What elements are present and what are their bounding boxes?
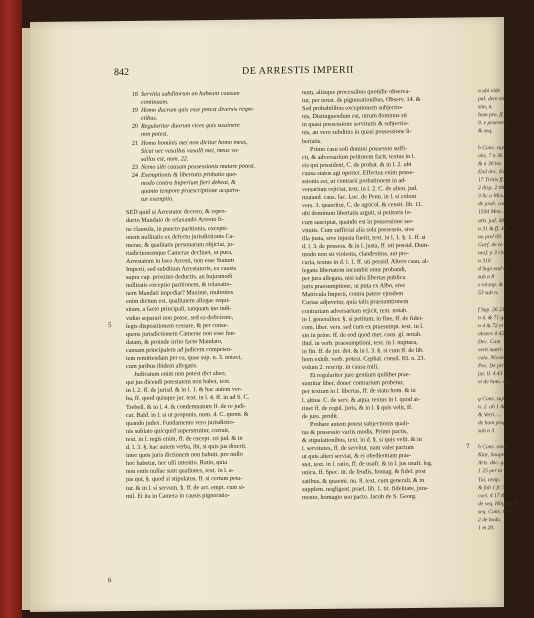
margin-note: Pos. De priv: [478, 363, 507, 370]
body-line: unica, ff. Spec. tit. de feudis, homag. & fidel. post: [302, 468, 426, 477]
body-line: vers. 3. quaeritur, C. de agricol. & censit. lib. 11.: [302, 201, 423, 210]
body-line: l. altius. C. de serv. & aqua. textus in l. quod at-: [302, 395, 420, 404]
summary-text: modo contra Imperium fieri debeat, &: [141, 178, 236, 187]
body-line: in quasi possessione servitutis & subjectio-: [302, 120, 409, 129]
body-line: Primo casu soli domini possessio suffi-: [310, 144, 407, 153]
margin-note: a ubi vide: [478, 88, 501, 95]
body-line: sumitur liber, donec contrarium probetur,: [302, 379, 404, 388]
running-title: DE ARRESTIS IMPERII: [242, 64, 354, 77]
body-line: cum suscipiat, quando est in possessione ser-: [302, 217, 414, 226]
margin-note: 53 sub n.: [478, 290, 499, 297]
body-line: vitutis. Cum sufficiat alia sola possessio, sive: [302, 225, 415, 234]
paragraph-marker: 5: [108, 321, 112, 330]
summary-text: ctibus.: [141, 114, 158, 123]
margin-note: f Sup. 26 21: [478, 306, 505, 313]
summary-text: tur exemptio.: [141, 195, 174, 204]
body-line: d. l. 3. §. hac autem verba, ibi, si quis jus dixerit,: [126, 442, 247, 452]
paragraph-marker: 7: [466, 442, 470, 451]
margin-note: 9. e praesens: [478, 120, 508, 127]
body-line: ssionis est, ut contrarii probationem in ad-: [302, 177, 407, 186]
margin-note: de seq. Hinjam. &: [478, 500, 519, 508]
body-line: stet, text. in l. ratio, ff. de usufr. & in l. jus usufr. leg.: [302, 460, 433, 469]
body-line: SED quid si Arrestator decreto, & repro-: [126, 208, 227, 217]
margin-note: h Cons. omni: [478, 444, 508, 451]
margin-note: n 4. & 71 gr: [478, 314, 506, 321]
body-line: de jure. prodit.: [302, 412, 339, 420]
body-line: mil. Et ita in Camera in causis pignoratio-: [126, 491, 230, 500]
body-line: Matricula Imperii, contra patere ejusdem: [302, 290, 404, 299]
body-line: tem remittendam per ea, quae sup. n. 3. notavi,: [126, 353, 242, 362]
body-line: tur. & in l. si servum, §. ff. de act. empt. cum si-: [126, 483, 245, 492]
body-line: quando judex. Fundamento vero jurisdictio-: [126, 418, 235, 427]
summary-text: quanto tempore praescriptione acquira-: [141, 186, 241, 195]
body-line: versarium rejiciat, text. in l. 2. C. de alien. jud.: [302, 185, 418, 194]
body-line: causa status agi oportet. Effectus enim posse-: [302, 168, 415, 178]
left-column: [126, 89, 294, 500]
body-line: hoc habetur, nec ulli intentio. Ratio, quia: [126, 459, 227, 468]
margin-note: de prob. com: [478, 201, 508, 208]
body-line: risdictionemque Camerae declinet, ut pura,: [126, 248, 233, 257]
margin-note: n 310: [478, 258, 491, 265]
margin-note: n 31 & ff. 48: [478, 225, 507, 232]
margin-note: & seq.: [478, 128, 493, 135]
margin-note: verb matri-: [478, 347, 504, 354]
body-line: Trebell. & in l. 4. & condemnatum ff. de re judi-: [126, 402, 246, 411]
margin-note: Garf. de le-: [478, 241, 504, 249]
body-line: hom exhib. verb. potest. Cephal. consil. 83. n. 23.: [302, 354, 426, 364]
margin-note: g Cons. sup 5: [478, 395, 509, 402]
margin-note: End dec. Ka: [478, 168, 506, 176]
margin-note: b Cons. sup. 1: [478, 144, 510, 151]
body-line: eis qui possident, C. de probat. & in l. 2. ubi: [302, 160, 412, 169]
body-line: cit, & adversarium petitorem facit, textus in l.: [302, 152, 416, 161]
body-line: caria, textus in d. l. 1. ff. uti possid. Altero casu, al-: [302, 257, 429, 267]
margin-note: Arts. dec. gr. 1: [478, 460, 511, 467]
body-line: sin in prine. ff. de eod quod met. caus. gl. notab.: [302, 330, 422, 339]
summary-list: [126, 89, 294, 204]
margin-note: Ktat. Saupe.: [478, 452, 506, 459]
body-line: Et regulariter jure gentium quilibet prae-: [310, 371, 411, 380]
body-line: per jura allegata, nisi talis libertas publica: [302, 274, 406, 283]
body-line: Judicatum enim non potest dici abeo,: [134, 370, 227, 379]
body-line: in l. generaliter. §. si petitum, in fine, ff. de fidei-: [302, 314, 424, 323]
summary-number: 21: [131, 139, 138, 147]
body-line: tas & possessio variis modis. Primo pactis,: [302, 427, 408, 437]
body-line: & stipulationibus, text. in d. §. si quis velit. & in: [302, 435, 422, 445]
body-line: d. l. 3. de possess. & in l. justa, ff. uti possid. Dum-: [302, 241, 430, 250]
body-line: com. liber. vers. sed cum ex praesumpt. text. in l.: [302, 322, 424, 331]
body-line: legis dispositionem cessare, & per conse-: [126, 321, 229, 330]
body-line: in l. 2. ff. de jurisd. & in l. 1. & hac autem ver-: [126, 386, 242, 395]
summary-text: Homo hominis mei non dicitur homo meus,: [141, 138, 248, 147]
body-line: supplem. negligent. prael. lib. 1. tit. fidelitate, jura-: [302, 484, 429, 493]
body-line: nis, an vero subditus in quasi possessione li-: [302, 128, 412, 137]
body-line: enim dictum est, qualitatem allegae requi-: [126, 297, 231, 306]
summary-number: 24: [131, 171, 138, 179]
body-line: juris praesumptione, ut puta ex Albo, sive: [302, 282, 406, 291]
body-line: nem Mandati impediat? Maximè, multoties: [126, 289, 234, 298]
body-line: sitam, a facto principali, tanquam ino indi-: [126, 305, 232, 314]
margin-note: cort. 4 17 &: [478, 492, 506, 499]
page-header: [114, 63, 534, 81]
margin-note: n 4 & 72 et: [478, 322, 504, 330]
summary-number: 19: [131, 107, 138, 115]
summary-text: Sicut nec vasallus vasalli mei, meus va-: [141, 146, 240, 155]
page-edges: [22, 28, 30, 610]
body-line: ba, ff. quod quisque jur. text. in l. 4. ff. in ad S. C.: [126, 394, 250, 403]
body-line: Imperii, sed subditum Arrestatoris, ex causis: [126, 264, 237, 273]
body-line: jus qui, §. quod si stipulatus, ff. si certum peta-: [126, 475, 243, 484]
margin-note: 1 m 20.: [478, 525, 495, 532]
body-line: tinet ff. de regul. juris, & in l. § quis velit, ff.: [302, 403, 413, 412]
body-line: supra cap. proximo deductis, an hujusmodi: [126, 272, 233, 282]
margin-note: de hom prof.: [478, 419, 507, 427]
margin-note: pul. dere stu-: [478, 96, 508, 103]
body-line: num, aliisque processibus quotidie observa-: [302, 88, 411, 97]
summary-text: Homo ducrum quis esse potest diversis respe-: [141, 105, 255, 115]
margin-note: arb. jud. 48: [478, 217, 505, 224]
margin-note: sub n 3: [478, 428, 495, 435]
body-line: cat. Bald. in l. si ut proponis, num. 4. C. quom. &: [126, 410, 249, 419]
body-line: ut quis alteri serviat, & ei obedientiam prae-: [302, 452, 412, 461]
body-line: datam, & proinde irrito facto Mandato,: [126, 337, 223, 346]
margin-note: observ 4 45: [478, 330, 505, 338]
body-line: onem nullitatis ex defectu jurisdictionis Ca-: [126, 232, 235, 241]
body-line: qui jus dicendi potestatem non habet, text.: [126, 378, 231, 387]
margin-note: 3 lic a Mos.: [478, 193, 505, 200]
body-line: inter quos juris dictionem non habuit, pro nullo: [126, 450, 243, 460]
margin-note: n. 2. ob 1 & 5: [478, 403, 509, 410]
body-line: text. in l. regis enim, ff. de except. rei jud. & in: [126, 434, 243, 443]
summary-text: Nemo sibi causam possessionis mutare potest.: [141, 162, 256, 171]
summary-text: Regulariter duorum vices quis sustinere: [141, 122, 240, 131]
margin-notes: [478, 87, 526, 533]
margin-note: 1 25 per to: [478, 468, 503, 475]
body-line: Arrestatum in loco Arresti, non esse Statum: [126, 256, 235, 265]
body-line: modo non sit violenta, clandestina, aut pre-: [302, 249, 409, 259]
body-line: quens jurisdictionem Camerae non esse fun-: [126, 329, 236, 338]
left-body-text: [126, 208, 294, 501]
book-page: [30, 17, 519, 612]
body-line: contrariam adversarium rejicit, text. notab.: [302, 306, 408, 315]
margin-note: 2 de bodo.: [478, 517, 502, 524]
paragraph-marker: 6: [108, 576, 112, 585]
margin-note: 2 disp. 2 tth: [478, 185, 505, 192]
summary-text: continuam.: [141, 98, 169, 106]
margin-note: & fub 1 fr. 5: [478, 484, 506, 491]
body-line: non entis nullae sunt qualitates, text. in l. a-: [126, 467, 234, 476]
book-cover: [0, 0, 22, 618]
body-line: in fin. ff. de jur. dot. & in l. 3. §. si cum ff. de lib.: [302, 346, 424, 356]
margin-note: 1594 Men. s.: [478, 209, 507, 216]
margin-note: & n 30 les: [478, 160, 502, 168]
page-number: 842: [114, 66, 129, 79]
body-line: mento, homagio seu pacto. Jacob de S. Georg.: [302, 492, 417, 501]
margin-note: sub n 8: [478, 274, 495, 281]
summary-text: sallus est, num. 22.: [141, 155, 189, 163]
body-line: volum 2. rescrip. in causa mili.: [302, 363, 379, 372]
margin-note: cula. Nicola: [478, 355, 506, 362]
summary-text: non potest.: [141, 131, 169, 139]
margin-note: e virsup. & n: [478, 282, 508, 289]
body-line: ubi dominum libertatis arguit, si petitoris lo-: [302, 209, 412, 218]
margin-note: no prel 69: [478, 233, 501, 240]
body-line: nullitatis exceptio paritionem, & relaxatio-: [126, 281, 232, 290]
body-line: illa justa, sive injusta fuerit, text. in l. 1. §. 1. ff. si: [302, 233, 426, 242]
margin-note: & Vetri. ...: [478, 411, 502, 419]
body-line: bertatis.: [302, 137, 322, 145]
margin-note: obs. 7 n 36: [478, 152, 503, 160]
body-line: per textum in l. libertas, ff. de statu hom. & in: [302, 387, 416, 396]
margin-note: sim, n.: [478, 104, 493, 111]
body-line: mutand. caus. fac. Luc. de Penn. in l. si coloni: [302, 193, 417, 202]
body-line: satibus, & quaemi. nu. 8. text. cum generali, & in: [302, 476, 425, 485]
body-line: ducto Mandato de relaxando Arresto fi-: [126, 216, 224, 225]
summary-number: 23: [131, 163, 138, 171]
summary-text: Servitia subditorum an habeant causam: [141, 89, 240, 98]
margin-note: Tui. temp.: [478, 476, 501, 483]
body-line: causam principalem ad judicem competen-: [126, 345, 233, 354]
body-line: cum juribus ibidem allegatis.: [126, 362, 198, 371]
margin-note: nesf. p 3 ris: [478, 249, 505, 257]
body-line: legans libertatem incumbit onus probandi,: [302, 266, 407, 275]
margin-note: d Supi end st.: [478, 266, 509, 273]
body-line: tur, per notat. de pignorationibus, Observ. 14. &: [302, 96, 421, 105]
margin-note: hom pro. ff.: [478, 112, 504, 119]
summary-number: 18: [131, 90, 138, 98]
margin-note: 17 Trinis ff.: [478, 177, 504, 184]
body-line: nis sublato quicquid superstruitur, corruit,: [126, 426, 230, 435]
body-line: Curiae adjuvetur, quia talis praesumtionem: [302, 298, 409, 307]
body-line: merae, & qualitatis personarum objiciat, ju-: [126, 240, 235, 249]
summary-text: Exemptionis & libertatis probatio quo-: [141, 170, 238, 179]
body-line: ne clausula, in puncto paritionis, excepti-: [126, 224, 228, 233]
body-line: Sed probabilibus exceptionem subjectio-: [302, 104, 403, 113]
body-line: nis, Distinguendum est, utrum dominus sit: [302, 112, 408, 121]
body-line: ibid. in verb. praesumptioni, text. in l. nuptura,: [302, 338, 418, 348]
body-line: l. servitutes, ff. de servitut. nam valet pactum: [302, 444, 414, 453]
margin-note: jur. ll. 4 43: [478, 371, 503, 378]
body-line: Probare autem potest subjectionis quali-: [310, 419, 410, 428]
body-line: viduo separari non posse, sed ea deficiente,: [126, 313, 234, 322]
margin-note: seq. Cons. tic.: [478, 508, 510, 516]
margin-note: et de hom. aff: [478, 379, 509, 386]
right-column: [302, 87, 472, 502]
summary-number: 20: [131, 123, 138, 131]
margin-note: Dec. Cam: [478, 338, 501, 346]
